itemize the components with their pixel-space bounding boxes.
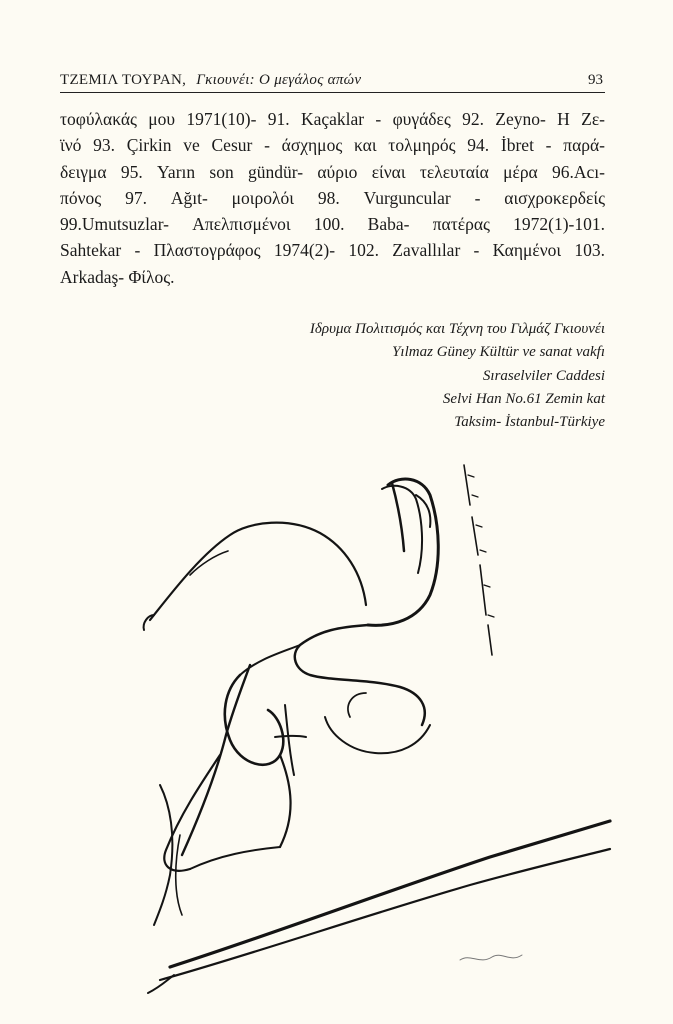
sketch-svg	[130, 455, 620, 1000]
body-line: πόνος 97. Ağıt- μοιρολόι 98. Vurguncular - αισχροκερδείς	[60, 187, 605, 208]
body-line: Arkadaş- Φίλος.	[60, 266, 175, 287]
body-paragraph	[60, 106, 605, 290]
body-line: 99.Umutsuzlar- Απελπισμένοι 100. Baba- πατέρας 1972(1)-101.	[60, 214, 605, 235]
running-header	[60, 70, 605, 93]
address-line: Ιδρυμα Πολιτισμός και Τέχνη του Γιλμάζ Γκιουνέι	[309, 321, 605, 337]
address-line: Selvi Han No.61 Zemin kat	[442, 390, 605, 407]
page-number: 93	[588, 72, 603, 88]
body-line: Sahtekar - Πλαστογράφος 1974(2)- 102. Zavallılar - Καημένοι 103.	[60, 240, 605, 261]
header-title	[60, 72, 361, 89]
address-line: Sıraselviler Caddesi	[482, 367, 605, 384]
body-line: ϊνό 93. Çirkin ve Cesur - άσχημος και τολμηρός 94. İbret - παρά-	[60, 135, 605, 156]
ink-sketch-illustration	[130, 455, 620, 1000]
header-subtitle: Γκιουνέι: Ο μεγάλος απών	[196, 72, 362, 88]
address-block	[125, 318, 605, 434]
header-author: ΤΖΕΜΙΛ ΤΟΥΡΑΝ,	[60, 72, 187, 88]
body-line: τοφύλακάς μου 1971(10)- 91. Kaçaklar - φυγάδες 92. Zeyno- Η Ζε-	[60, 109, 605, 129]
address-line: Yılmaz Güney Kültür ve sanat vakfı	[392, 344, 605, 361]
body-line: δειγμα 95. Yarın son gündür- αύριο είναι τελευταία μέρα 96.Acı-	[60, 161, 605, 182]
address-line: Taksim- İstanbul-Türkiye	[454, 414, 605, 431]
